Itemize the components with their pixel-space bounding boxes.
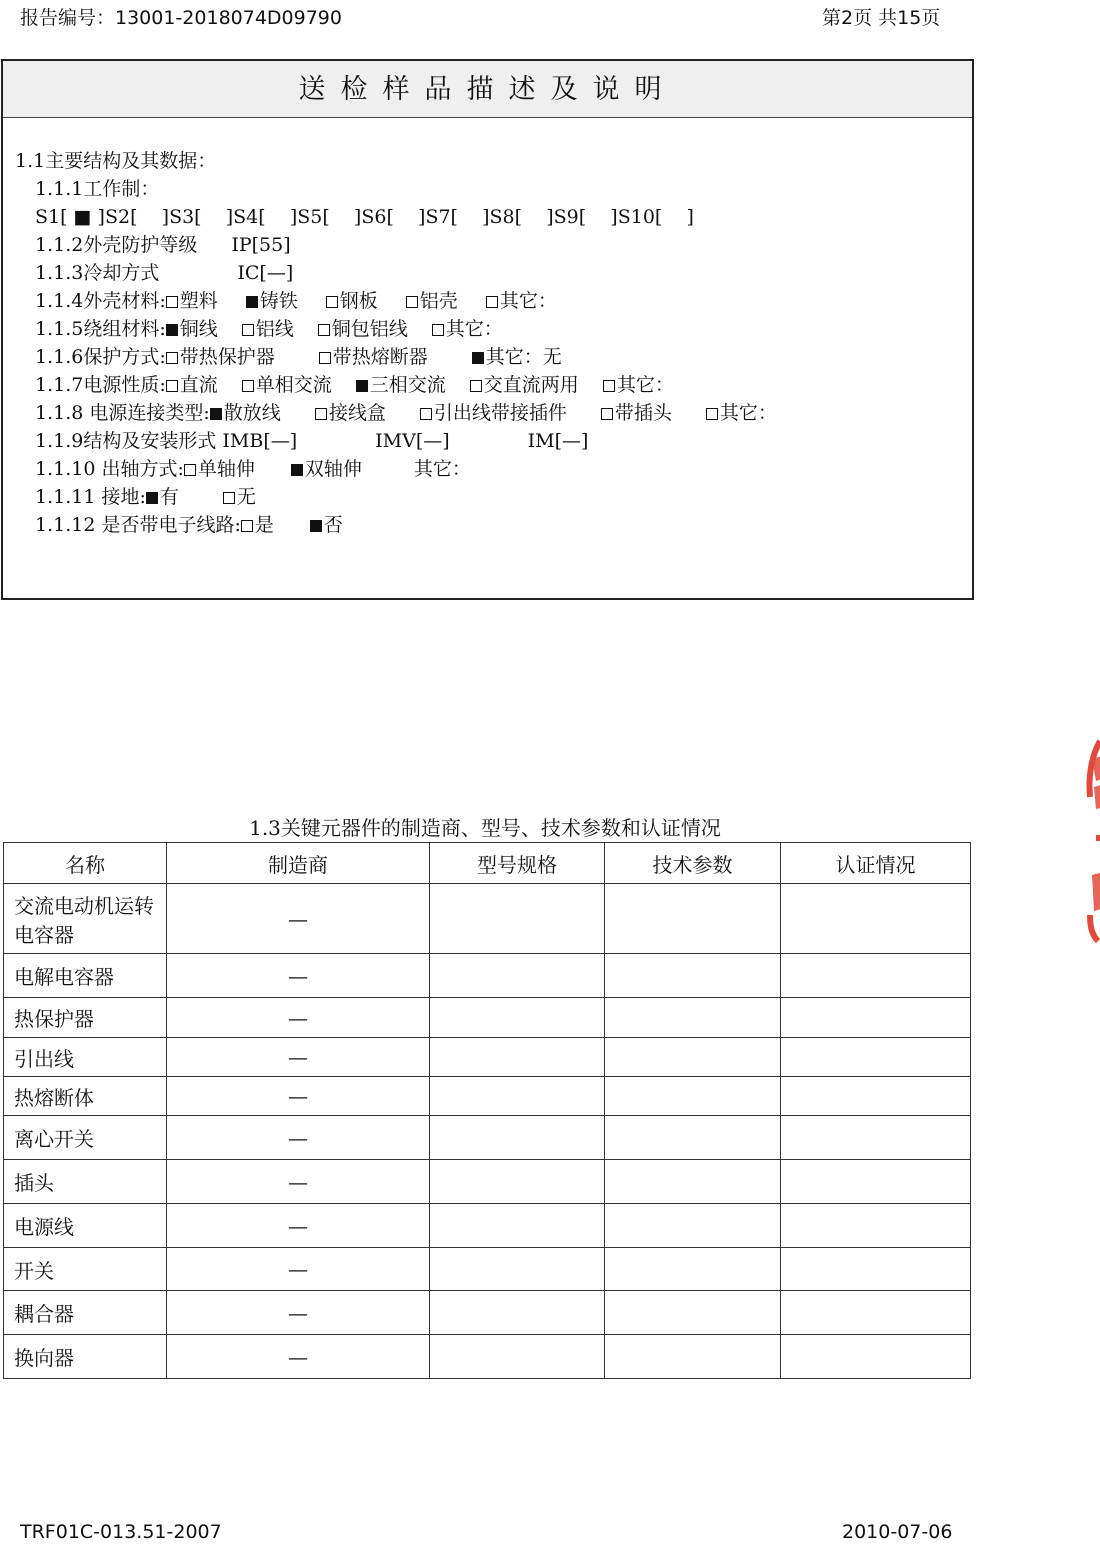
work-system-s1: S1 xyxy=(35,206,61,228)
unchecked-box-icon[interactable] xyxy=(470,380,482,392)
grounding-row xyxy=(35,485,256,509)
housing-material-label: 1.1.4外壳材料: xyxy=(35,290,166,312)
housing-material-option[interactable] xyxy=(166,290,218,312)
unchecked-box-icon[interactable] xyxy=(601,408,613,420)
red-seal-stamp xyxy=(1082,735,1100,945)
cooling-row xyxy=(35,261,293,285)
unchecked-box-icon[interactable] xyxy=(242,324,254,336)
cell-maker: — xyxy=(167,954,430,998)
connection-type-row xyxy=(35,401,777,425)
cell-model xyxy=(430,998,605,1038)
seal-glyph-upper xyxy=(1092,753,1100,809)
cell-name: 热熔断体 xyxy=(4,1077,167,1116)
option-text: 其它：无 xyxy=(485,346,562,368)
seal-mark xyxy=(1096,835,1100,841)
table-row xyxy=(4,1204,971,1248)
checked-box-icon[interactable] xyxy=(310,520,322,532)
work-system-bracket: [ ] xyxy=(130,206,170,228)
unchecked-box-icon[interactable] xyxy=(166,296,178,308)
connection-type-option[interactable] xyxy=(706,402,777,424)
table-row xyxy=(4,954,971,998)
work-system-s4: S4 xyxy=(233,206,259,228)
grounding-label: 1.1.11 接地: xyxy=(35,486,146,508)
cell-cert xyxy=(781,884,971,954)
option-text: 带热熔断器 xyxy=(332,346,428,368)
electronics-option[interactable] xyxy=(241,514,274,536)
unchecked-box-icon[interactable] xyxy=(241,520,253,532)
connection-type-option[interactable] xyxy=(210,402,281,424)
option-text: 散放线 xyxy=(223,402,281,424)
work-system-s5: S5 xyxy=(297,206,323,228)
table-row xyxy=(4,1038,971,1077)
table-row xyxy=(4,998,971,1038)
work-system-bracket: [ ] xyxy=(194,206,234,228)
option-text: 引出线带接插件 xyxy=(433,402,567,424)
cell-maker: — xyxy=(167,1204,430,1248)
col-header-maker: 制造商 xyxy=(167,843,430,884)
col-header-name: 名称 xyxy=(4,843,167,884)
components-table-title: 1.3关键元器件的制造商、型号、技术参数和认证情况 xyxy=(249,816,721,840)
option-text: 铜线 xyxy=(179,318,218,340)
cell-model xyxy=(430,954,605,998)
option-text: 其它： xyxy=(616,374,674,396)
protection-grade-value: IP[55] xyxy=(231,234,291,256)
cell-cert xyxy=(781,1204,971,1248)
connection-type-option[interactable] xyxy=(315,402,386,424)
winding-material-option[interactable] xyxy=(432,318,503,340)
cell-maker: — xyxy=(167,1116,430,1160)
cell-maker: — xyxy=(167,1077,430,1116)
cell-cert xyxy=(781,1291,971,1335)
option-text: 带插头 xyxy=(614,402,672,424)
cell-cert xyxy=(781,1077,971,1116)
cell-maker: — xyxy=(167,998,430,1038)
unchecked-box-icon[interactable] xyxy=(326,296,338,308)
power-type-option[interactable] xyxy=(166,374,218,396)
cell-params xyxy=(605,1291,781,1335)
winding-material-option[interactable] xyxy=(242,318,294,340)
power-type-option[interactable] xyxy=(356,374,446,396)
shaft-option[interactable] xyxy=(184,458,255,480)
work-system-s8: S8 xyxy=(489,206,515,228)
option-text: 铜包铝线 xyxy=(331,318,408,340)
winding-material-option[interactable] xyxy=(318,318,408,340)
work-system-s2: S2 xyxy=(104,206,131,228)
cell-name: 插头 xyxy=(4,1160,167,1204)
checked-box-icon[interactable] xyxy=(356,380,368,392)
work-system-label: 1.1.1工作制： xyxy=(35,178,160,200)
housing-material-row xyxy=(35,289,557,313)
option-text: 铝线 xyxy=(255,318,294,340)
table-row xyxy=(4,1335,971,1379)
cell-name: 交流电动机运转电容器 xyxy=(4,884,167,954)
cell-params xyxy=(605,884,781,954)
mounting-row xyxy=(35,429,588,453)
cell-model xyxy=(430,1248,605,1291)
cell-cert xyxy=(781,998,971,1038)
work-system-bracket: [ ] xyxy=(386,206,426,228)
cell-params xyxy=(605,1204,781,1248)
cooling-value: IC[—] xyxy=(237,262,294,284)
cell-model xyxy=(430,884,605,954)
option-text: 直流 xyxy=(179,374,218,396)
unchecked-box-icon[interactable] xyxy=(319,352,331,364)
col-header-params: 技术参数 xyxy=(605,843,781,884)
cell-cert xyxy=(781,1335,971,1379)
cell-params xyxy=(605,1160,781,1204)
unchecked-box-icon[interactable] xyxy=(420,408,432,420)
checked-box-icon[interactable] xyxy=(146,492,158,504)
work-system-bracket: [ ] xyxy=(450,206,490,228)
protection-mode-option[interactable] xyxy=(319,346,428,368)
cell-cert xyxy=(781,1116,971,1160)
protection-grade-label: 1.1.2外壳防护等级 xyxy=(35,234,198,256)
unchecked-box-icon[interactable] xyxy=(603,380,615,392)
cell-params xyxy=(605,1038,781,1077)
work-system-s6: S6 xyxy=(361,206,387,228)
option-text: 双轴伸 xyxy=(304,458,362,480)
power-type-option[interactable] xyxy=(603,374,674,396)
protection-mode-row xyxy=(35,345,562,369)
option-text: 是 xyxy=(254,514,274,536)
work-system-bracket: [ ] xyxy=(514,206,554,228)
option-text: 有 xyxy=(159,486,179,508)
cell-model xyxy=(430,1116,605,1160)
cell-model xyxy=(430,1204,605,1248)
work-system-s7: S7 xyxy=(425,206,451,228)
option-text: 接线盒 xyxy=(328,402,386,424)
cell-name: 开关 xyxy=(4,1248,167,1291)
connection-type-label: 1.1.8 电源连接类型: xyxy=(35,402,210,424)
form-number: TRF01C-013.51-2007 xyxy=(20,1521,222,1543)
option-text: 其它： xyxy=(445,318,503,340)
option-text: 其它： xyxy=(499,290,557,312)
grounding-option[interactable] xyxy=(223,486,256,508)
unchecked-box-icon[interactable] xyxy=(223,492,235,504)
shaft-row xyxy=(35,457,471,481)
table-row xyxy=(4,1291,971,1335)
cell-cert xyxy=(781,954,971,998)
electronics-label: 1.1.12 是否带电子线路: xyxy=(35,514,241,536)
cell-cert xyxy=(781,1160,971,1204)
shaft-option[interactable] xyxy=(291,458,362,480)
work-system-s3: S3 xyxy=(169,206,195,228)
unchecked-box-icon[interactable] xyxy=(318,324,330,336)
electronics-option[interactable] xyxy=(310,514,343,536)
cell-model xyxy=(430,1077,605,1116)
checked-box-icon[interactable] xyxy=(166,324,178,336)
power-type-label: 1.1.7电源性质: xyxy=(35,374,166,396)
page-indicator: 第2页 共15页 xyxy=(822,7,941,29)
checked-box-icon[interactable] xyxy=(291,464,303,476)
spec-heading: 1.1主要结构及其数据： xyxy=(15,150,217,172)
work-system-bracket: [ ■ ] xyxy=(60,206,105,228)
section-title: 送检样品描述及说明 xyxy=(3,61,972,118)
cell-params xyxy=(605,1248,781,1291)
winding-material-row xyxy=(35,317,503,341)
connection-type-option[interactable] xyxy=(601,402,672,424)
work-system-bracket: [ ] xyxy=(578,206,618,228)
cell-name: 离心开关 xyxy=(4,1116,167,1160)
cell-cert xyxy=(781,1248,971,1291)
cell-maker: — xyxy=(167,884,430,954)
mounting-imv: IMV[—] xyxy=(375,430,450,452)
connection-type-option[interactable] xyxy=(420,402,567,424)
option-text: 单相交流 xyxy=(255,374,332,396)
sample-description-box xyxy=(1,59,974,600)
work-system-s9: S9 xyxy=(553,206,579,228)
checked-box-icon[interactable] xyxy=(472,352,484,364)
power-type-option[interactable] xyxy=(242,374,332,396)
table-row xyxy=(4,1248,971,1291)
housing-material-option[interactable] xyxy=(406,290,458,312)
cell-maker: — xyxy=(167,1160,430,1204)
cell-model xyxy=(430,1335,605,1379)
option-text: 交直流两用 xyxy=(483,374,579,396)
mounting-label: 1.1.9结构及安装形式 xyxy=(35,430,217,452)
housing-material-option[interactable] xyxy=(326,290,378,312)
option-text: 否 xyxy=(323,514,343,536)
unchecked-box-icon[interactable] xyxy=(486,296,498,308)
option-text: 带热保护器 xyxy=(179,346,275,368)
protection-grade-row xyxy=(35,233,291,257)
option-text: 铝壳 xyxy=(419,290,458,312)
protection-mode-label: 1.1.6保护方式: xyxy=(35,346,166,368)
cell-name: 热保护器 xyxy=(4,998,167,1038)
cell-name: 耦合器 xyxy=(4,1291,167,1335)
components-table xyxy=(3,842,971,1379)
unchecked-box-icon[interactable] xyxy=(166,352,178,364)
unchecked-box-icon[interactable] xyxy=(242,380,254,392)
power-type-row xyxy=(35,373,674,397)
table-row xyxy=(4,1116,971,1160)
seal-arc-bottom xyxy=(1090,915,1098,941)
cell-name: 电源线 xyxy=(4,1204,167,1248)
cell-name: 换向器 xyxy=(4,1335,167,1379)
cell-maker: — xyxy=(167,1248,430,1291)
cell-name: 引出线 xyxy=(4,1038,167,1077)
col-header-model: 型号规格 xyxy=(430,843,605,884)
checked-box-icon[interactable] xyxy=(246,296,258,308)
unchecked-box-icon[interactable] xyxy=(406,296,418,308)
checked-box-icon[interactable] xyxy=(210,408,222,420)
cell-params xyxy=(605,954,781,998)
mounting-imb: IMB[—] xyxy=(222,430,298,452)
unchecked-box-icon[interactable] xyxy=(184,464,196,476)
option-text: 无 xyxy=(236,486,256,508)
table-row xyxy=(4,884,971,954)
winding-material-option[interactable] xyxy=(166,318,218,340)
unchecked-box-icon[interactable] xyxy=(166,380,178,392)
work-system-bracket: [ ] xyxy=(258,206,298,228)
cell-maker: — xyxy=(167,1335,430,1379)
cell-maker: — xyxy=(167,1038,430,1077)
cell-model xyxy=(430,1291,605,1335)
power-type-option[interactable] xyxy=(470,374,579,396)
shaft-other: 其它： xyxy=(413,458,471,480)
protection-mode-option[interactable] xyxy=(472,346,562,368)
form-date: 2010-07-06 xyxy=(842,1521,953,1543)
cell-cert xyxy=(781,1038,971,1077)
work-system-bracket: [ ] xyxy=(322,206,362,228)
cell-params xyxy=(605,998,781,1038)
table-row xyxy=(4,1160,971,1204)
option-text: 钢板 xyxy=(339,290,378,312)
work-system-s10: S10 xyxy=(617,206,655,228)
work-system-bracket: [ ] xyxy=(654,206,694,228)
option-text: 三相交流 xyxy=(369,374,446,396)
unchecked-box-icon[interactable] xyxy=(432,324,444,336)
table-header-row xyxy=(4,843,971,884)
housing-material-option[interactable] xyxy=(486,290,557,312)
cell-params xyxy=(605,1077,781,1116)
cell-name: 电解电容器 xyxy=(4,954,167,998)
table-row xyxy=(4,1077,971,1116)
option-text: 塑料 xyxy=(179,290,218,312)
option-text: 铸铁 xyxy=(259,290,298,312)
cell-params xyxy=(605,1116,781,1160)
winding-material-label: 1.1.5绕组材料: xyxy=(35,318,166,340)
protection-mode-option[interactable] xyxy=(166,346,275,368)
cell-maker: — xyxy=(167,1291,430,1335)
electronics-row xyxy=(35,513,343,537)
work-system-options xyxy=(35,205,694,229)
cooling-label: 1.1.3冷却方式 xyxy=(35,262,160,284)
col-header-cert: 认证情况 xyxy=(781,843,971,884)
option-text: 单轴伸 xyxy=(197,458,255,480)
cell-model xyxy=(430,1038,605,1077)
cell-model xyxy=(430,1160,605,1204)
shaft-label: 1.1.10 出轴方式: xyxy=(35,458,184,480)
unchecked-box-icon[interactable] xyxy=(706,408,718,420)
mounting-im: IM[—] xyxy=(527,430,589,452)
seal-glyph-lower xyxy=(1092,869,1100,911)
report-number: 报告编号：13001-2018074D09790 xyxy=(20,7,342,29)
grounding-option[interactable] xyxy=(146,486,179,508)
cell-params xyxy=(605,1335,781,1379)
unchecked-box-icon[interactable] xyxy=(315,408,327,420)
housing-material-option[interactable] xyxy=(246,290,298,312)
option-text: 其它： xyxy=(719,402,777,424)
